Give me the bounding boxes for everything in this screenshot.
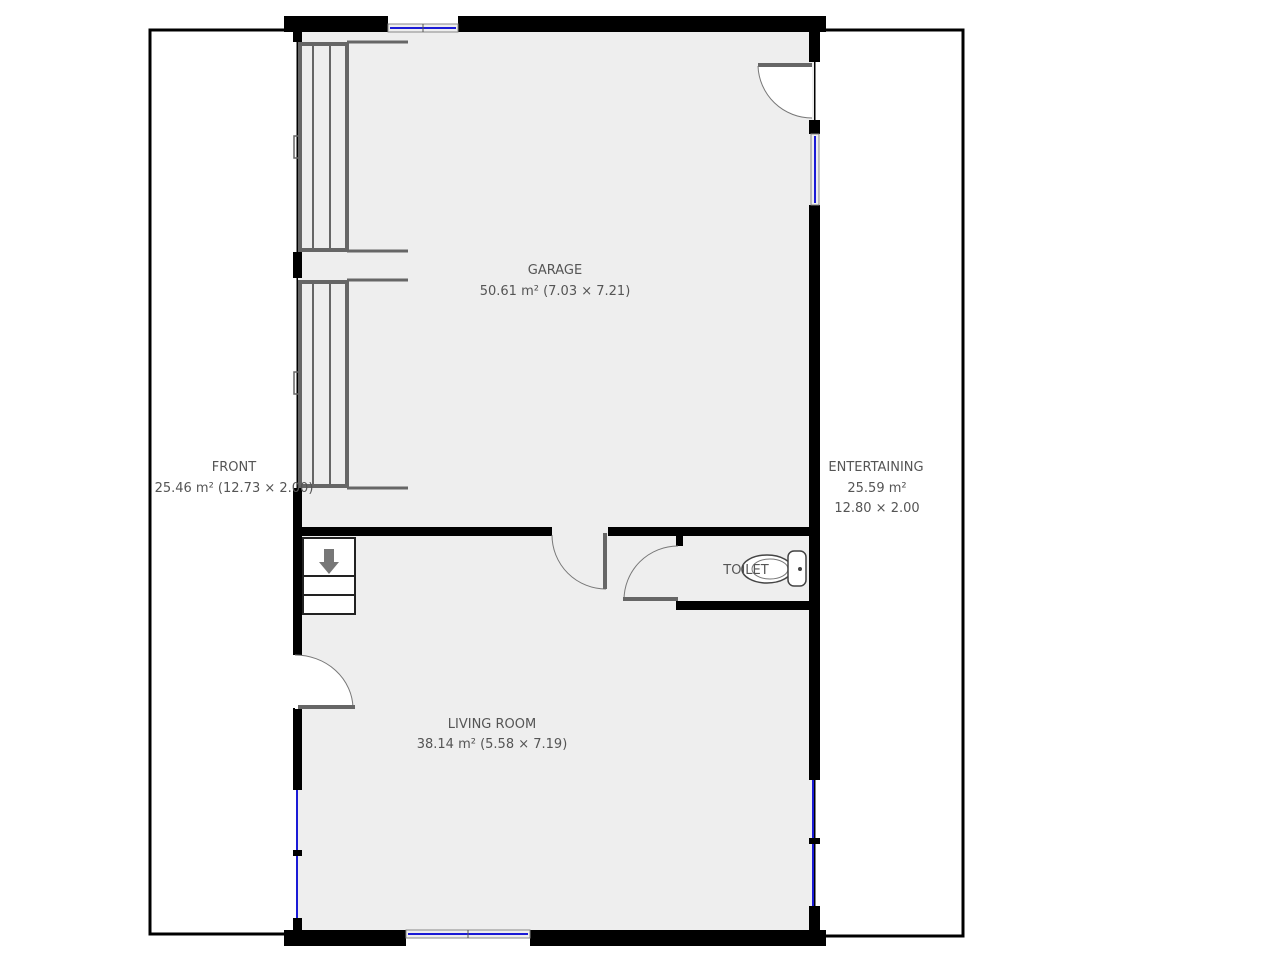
window-icon	[388, 24, 458, 32]
entertaining-dims: 12.80 × 2.00	[834, 501, 920, 516]
wall-bottom-right	[530, 930, 826, 946]
entertaining-area: 25.59 m²	[847, 481, 907, 496]
window-icon	[811, 134, 819, 205]
wall-right-4	[809, 838, 820, 844]
wall-bottom-left	[284, 930, 406, 946]
toilet-name: TOILET	[723, 563, 769, 578]
wall-garage-living-right	[608, 527, 814, 536]
wall-left-3	[293, 488, 302, 655]
wall-right-2	[809, 120, 820, 134]
front-area: 25.46 m² (12.73 × 2.00)	[154, 481, 314, 496]
wall-top-right	[458, 16, 826, 32]
wall-left-2	[293, 252, 302, 278]
entertaining-name: ENTERTAINING	[828, 460, 924, 475]
wall-toilet-stub	[676, 536, 683, 546]
wall-right-5	[809, 906, 820, 932]
wall-left-5	[293, 850, 302, 856]
wall-left-4	[293, 708, 302, 790]
wall-right-1	[809, 32, 820, 62]
garage-area: 50.61 m² (7.03 × 7.21)	[479, 284, 631, 299]
living-room-area: 38.14 m² (5.58 × 7.19)	[416, 737, 568, 752]
living-room-name: LIVING ROOM	[447, 717, 537, 732]
wall-top-left	[284, 16, 388, 32]
wall-left-6	[293, 918, 302, 932]
stairs-down-arrow-icon	[303, 538, 355, 614]
wall-right-3	[809, 205, 820, 780]
wall-toilet-bottom	[676, 601, 814, 610]
front-name: FRONT	[211, 460, 257, 475]
garage-name: GARAGE	[527, 263, 583, 278]
wall-left-1	[293, 32, 302, 42]
window-icon	[406, 930, 530, 938]
wall-garage-living-left	[298, 527, 552, 536]
